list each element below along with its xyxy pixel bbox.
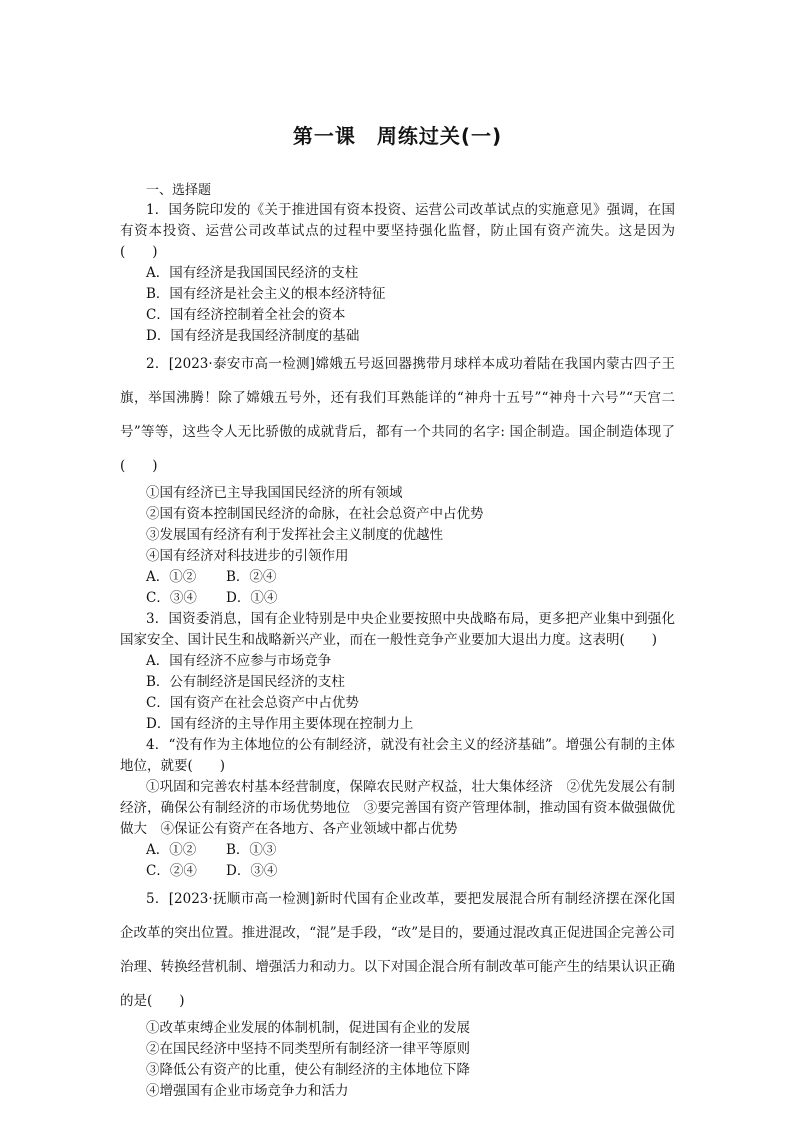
choice-c: C．③④	[146, 590, 197, 606]
statement-4: ④增强国有企业市场竞争力和活力	[146, 1083, 349, 1099]
option-a: A．国有经济不应参与市场竞争	[146, 653, 332, 669]
question-stem: 5．[2023·抚顺市高一检测]新时代国有企业改革，要把发展混合所有制经济摆在深化国企改革的突出位置。推进混改，“混”是手段，“改”是目的，要通过混改真正促进国企完善公司治理、转换经营机制、增强活力和动力。以下对国企混合所有制改革可能产生的结果认识正确的是( )	[120, 891, 675, 1009]
statement-3: ③降低公有资产的比重，使公有制经济的主体地位下降	[146, 1062, 470, 1078]
option-d: D．国有经济的主导作用主要体现在控制力上	[146, 716, 414, 732]
statements-paragraph: ①巩固和完善农村基本经营制度，保障农民财产权益，壮大集体经济 ②优先发展公有制经济，确保公有制经济的市场优势地位 ③要完善国有资产管理体制，推动国有资本做强做优做大 ④保证公有资产在各地方、各产业领域中都占优势	[120, 779, 675, 837]
choice-b: B．②④	[226, 569, 277, 585]
document-page	[120, 120, 675, 1102]
option-a: A．国有经济是我国国民经济的支柱	[146, 265, 359, 281]
statement-2: ②国有资本控制国民经济的命脉，在社会总资产中占优势	[146, 506, 484, 522]
question-stem: 3．国资委消息，国有企业特别是中央企业要按照中央战略布局，更多把产业集中到强化国家安全、国计民生和战略新兴产业，而在一般性竞争产业要加大退出力度。这表明( )	[120, 611, 675, 648]
choice-row	[146, 861, 675, 882]
choice-d: D．①④	[226, 590, 278, 606]
question-5	[120, 882, 675, 1102]
option-c: C．国有经济控制着全社会的资本	[146, 307, 346, 323]
statement-4: ④国有经济对科技进步的引领作用	[146, 548, 349, 564]
choice-b: B．①③	[226, 842, 277, 858]
statement-1: ①改革束缚企业发展的体制机制，促进国有企业的发展	[146, 1020, 470, 1036]
choice-d: D．③④	[226, 863, 278, 879]
question-3	[120, 609, 675, 735]
question-stem: 1．国务院印发的《关于推进国有资本投资、运营公司改革试点的实施意见》强调，在国有资本投资、运营公司改革试点的过程中要坚持强化监督，防止国有资产流失。这是因为( )	[120, 202, 675, 260]
choice-row	[146, 840, 675, 861]
choice-c: C．②④	[146, 863, 197, 879]
question-2	[120, 347, 675, 609]
question-stem: 4．“没有作为主体地位的公有制经济，就没有社会主义的经济基础”。增强公有制的主体地位，就要( )	[120, 737, 675, 774]
page-title: 第一课 周练过关(一)	[292, 124, 503, 148]
option-d: D．国有经济是我国经济制度的基础	[146, 328, 360, 344]
choice-row	[146, 567, 675, 588]
section-heading: 一、选择题	[146, 183, 212, 198]
statement-1: ①国有经济已主导我国国民经济的所有领域	[146, 485, 403, 501]
option-b: B．公有制经济是国民经济的支柱	[146, 674, 345, 690]
choice-a: A．①②	[146, 569, 197, 585]
statement-2: ②在国民经济中坚持不同类型所有制经济一律平等原则	[146, 1041, 470, 1057]
question-1	[120, 200, 675, 347]
option-b: B．国有经济是社会主义的根本经济特征	[146, 286, 386, 302]
option-c: C．国有资产在社会总资产中占优势	[146, 695, 359, 711]
statement-3: ③发展国有经济有利于发挥社会主义制度的优越性	[146, 527, 443, 543]
choice-row	[146, 588, 675, 609]
choice-a: A．①②	[146, 842, 197, 858]
question-stem: 2．[2023·泰安市高一检测]嫦娥五号返回器携带月球样本成功着陆在我国内蒙古四子王旗，举国沸腾！除了嫦娥五号外，还有我们耳熟能详的“神舟十五号”“神舟十六号”“天宫二号”等等，这些令人无比骄傲的成就背后，都有一个共同的名字: 国企制造。国企制造体现了( )	[120, 356, 675, 474]
question-4	[120, 735, 675, 882]
